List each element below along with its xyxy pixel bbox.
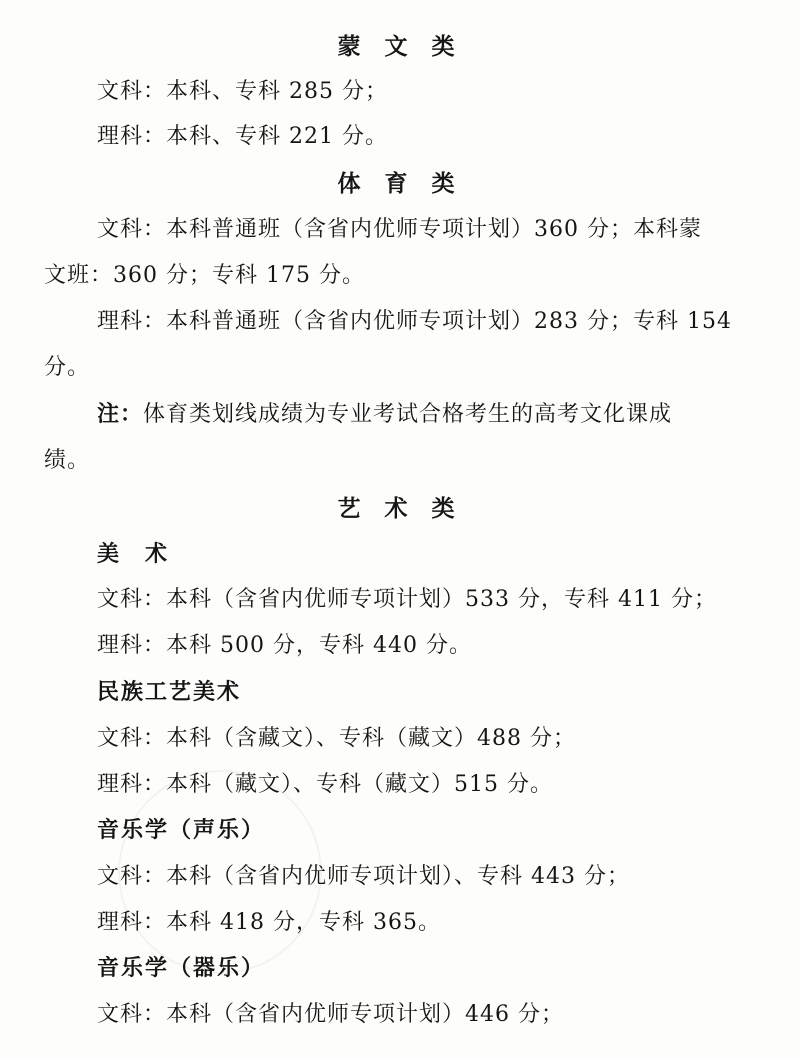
meishu-like-line: 理科：本科 500 分，专科 440 分。 [97, 633, 472, 658]
note-label: 注： [97, 401, 144, 427]
tiyu-like-line-2: 分。 [44, 355, 91, 380]
tiyu-wenke-line-1: 文科：本科普通班（含省内优师专项计划）360 分；本科蒙 [97, 217, 702, 242]
shengyue-wenke-line: 文科：本科（含省内优师专项计划）、专科 443 分； [97, 864, 630, 889]
mengwen-wenke-line: 文科：本科、专科 285 分； [97, 79, 388, 104]
subsection-minzu-gongyi: 民族工艺美术 [97, 679, 242, 705]
section-title-yishu: 艺 术 类 [337, 495, 463, 522]
minzu-like-line: 理科：本科（藏文）、专科（藏文）515 分。 [97, 772, 553, 797]
subsection-qiyue: 音乐学（器乐） [97, 955, 266, 981]
tiyu-note-line-1 [97, 397, 672, 428]
tiyu-note-line-2: 绩。 [44, 448, 91, 473]
shengyue-like-line: 理科：本科 418 分，专科 365。 [97, 910, 441, 935]
tiyu-wenke-line-2: 文班：360 分；专科 175 分。 [44, 263, 365, 288]
minzu-wenke-line: 文科：本科（含藏文）、专科（藏文）488 分； [97, 726, 576, 751]
section-title-mengwen: 蒙 文 类 [337, 33, 463, 60]
subsection-shengyue: 音乐学（声乐） [97, 817, 266, 843]
tiyu-like-line-1: 理科：本科普通班（含省内优师专项计划）283 分；专科 154 [97, 309, 732, 334]
meishu-wenke-line: 文科：本科（含省内优师专项计划）533 分，专科 411 分； [97, 587, 717, 612]
mengwen-like-line: 理科：本科、专科 221 分。 [97, 124, 388, 149]
note-text: 体育类划线成绩为专业考试合格考生的高考文化课成 [143, 402, 673, 427]
qiyue-wenke-line: 文科：本科（含省内优师专项计划）446 分； [97, 1002, 564, 1027]
subsection-meishu: 美 术 [97, 541, 170, 567]
section-title-tiyu: 体 育 类 [337, 170, 463, 197]
